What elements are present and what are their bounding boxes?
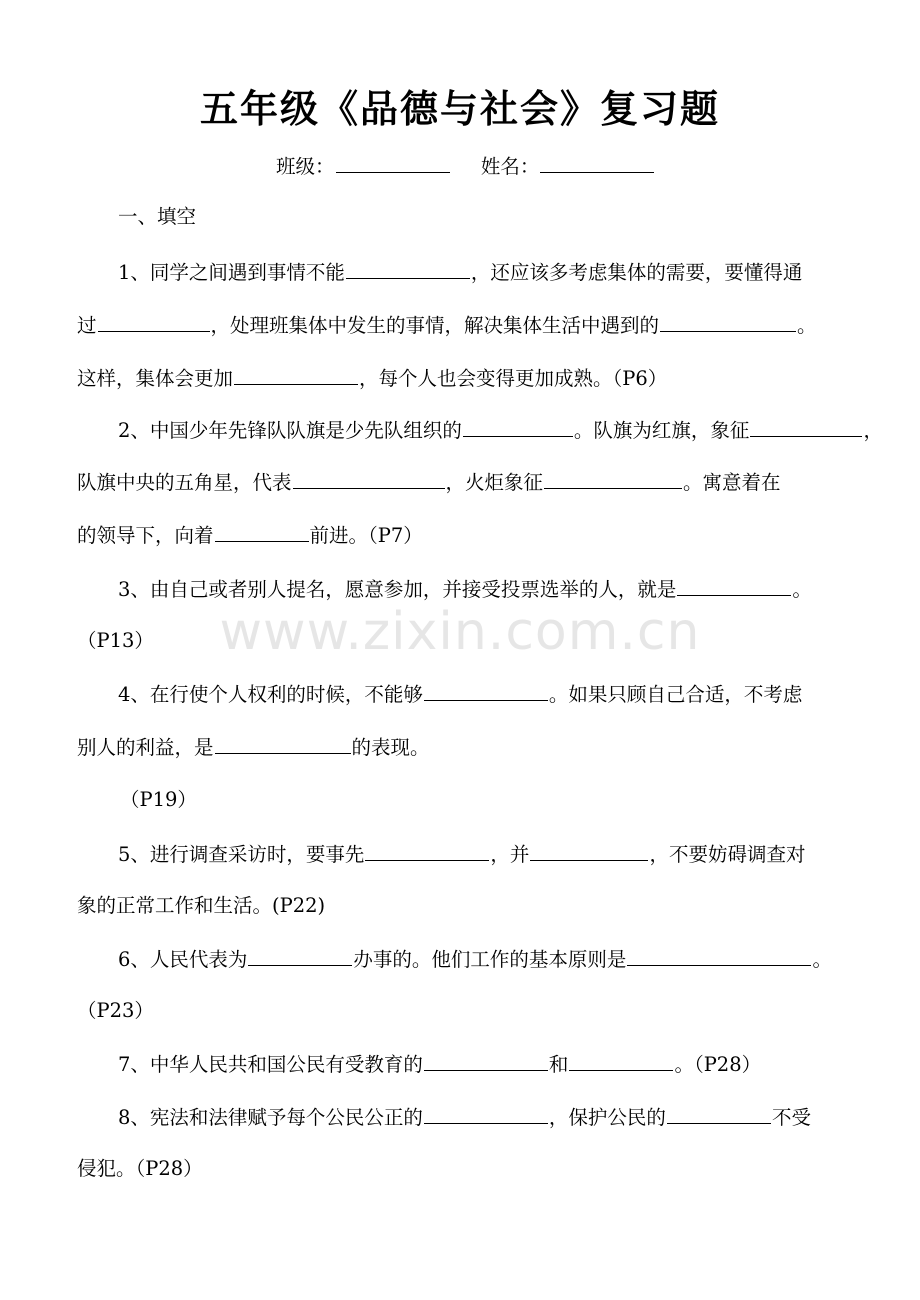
answer-blank[interactable] [293,466,445,489]
question-text: 队旗中央的五角星，代表 [77,471,292,494]
answer-blank[interactable] [424,1101,548,1124]
question-7-line-1 [118,1048,761,1080]
answer-blank[interactable] [750,414,862,437]
question-text: 和 [548,1053,569,1076]
question-1-line-2 [77,309,817,341]
question-text: 这样，集体会更加 [77,367,234,390]
answer-blank[interactable] [215,519,309,542]
question-text: ，处理班集体中发生的事情，解决集体生活中遇到的 [210,314,660,337]
question-4-page-ref: （P19） [120,788,197,811]
question-text: 过 [77,314,97,337]
question-text: 6、人民代表为 [118,948,248,971]
question-4-line-2 [77,731,430,763]
section-heading: 一、填空 [118,205,197,228]
answer-blank[interactable] [346,256,470,279]
question-1-line-1 [118,256,802,288]
question-text: ，并 [490,843,530,866]
answer-blank[interactable] [424,1048,548,1071]
question-text: 。队旗为红旗，象征 [573,419,750,442]
question-text: ，不要妨碍调查对 [649,843,806,866]
question-2-line-1 [118,414,883,446]
class-label: 班级： [276,155,335,178]
question-text: 2、中国少年先锋队队旗是少先队组织的 [118,419,462,442]
question-text: 1、同学之间遇到事情不能 [118,261,345,284]
question-text: 的领导下，向着 [77,524,214,547]
question-text: 不受 [771,1106,811,1129]
question-5-line-2: 象的正常工作和生活。(P22) [77,894,326,917]
question-text: ，保护公民的 [548,1106,666,1129]
question-4-line-1 [118,678,802,710]
question-2-line-2 [77,466,781,498]
question-1-line-3 [77,362,667,394]
answer-blank[interactable] [215,731,351,754]
question-text: 7、中华人民共和国公民有受教育的 [118,1053,423,1076]
answer-blank[interactable] [544,466,682,489]
answer-blank[interactable] [98,309,210,332]
question-text: ，每个人也会变得更加成熟。（P6） [359,367,668,390]
question-6-line-1 [118,943,832,975]
question-3-page-ref: （P13） [77,629,154,652]
question-text: ，还应该多考虑集体的需要，要懂得通 [470,261,803,284]
answer-blank[interactable] [248,943,352,966]
name-label: 姓名： [480,155,540,178]
document-title: 五年级《品德与社会》复习题 [199,86,720,131]
question-text: 。 [792,578,812,601]
question-text: ， [863,419,883,442]
watermark: www.zixin.com.cn [219,602,701,662]
student-info-line [276,150,655,182]
answer-blank[interactable] [234,362,358,385]
question-5-line-1 [118,838,805,870]
question-text: 前进。（P7） [309,524,423,547]
question-text: 3、由自己或者别人提名，愿意参加，并接受投票选举的人，就是 [118,578,677,601]
question-text: 。 [812,948,832,971]
answer-blank[interactable] [569,1048,673,1071]
name-blank[interactable] [540,150,654,173]
class-blank[interactable] [336,150,450,173]
question-6-page-ref: （P23） [77,999,154,1022]
question-text: 办事的。他们工作的基本原则是 [353,948,627,971]
answer-blank[interactable] [627,943,811,966]
question-text: 别人的利益，是 [77,736,214,759]
question-2-line-3 [77,519,423,551]
question-text: 5、进行调查采访时，要事先 [118,843,365,866]
answer-blank[interactable] [463,414,573,437]
question-text: 。（P28） [674,1053,762,1076]
answer-blank[interactable] [660,309,796,332]
question-text: 的表现。 [351,736,430,759]
answer-blank[interactable] [365,838,489,861]
question-text: 8、宪法和法律赋予每个公民公正的 [118,1106,423,1129]
answer-blank[interactable] [667,1101,771,1124]
question-3-line-1 [118,573,812,605]
question-8-line-1 [118,1101,811,1133]
question-text: 。寓意着在 [683,471,781,494]
question-text: 。如果只顾自己合适，不考虑 [548,683,803,706]
answer-blank[interactable] [424,678,548,701]
question-text: 4、在行使个人权利的时候，不能够 [118,683,423,706]
question-text: ，火炬象征 [445,471,544,494]
question-8-line-2: 侵犯。（P28） [77,1157,203,1180]
question-text: 。 [797,314,817,337]
answer-blank[interactable] [530,838,648,861]
answer-blank[interactable] [677,573,791,596]
